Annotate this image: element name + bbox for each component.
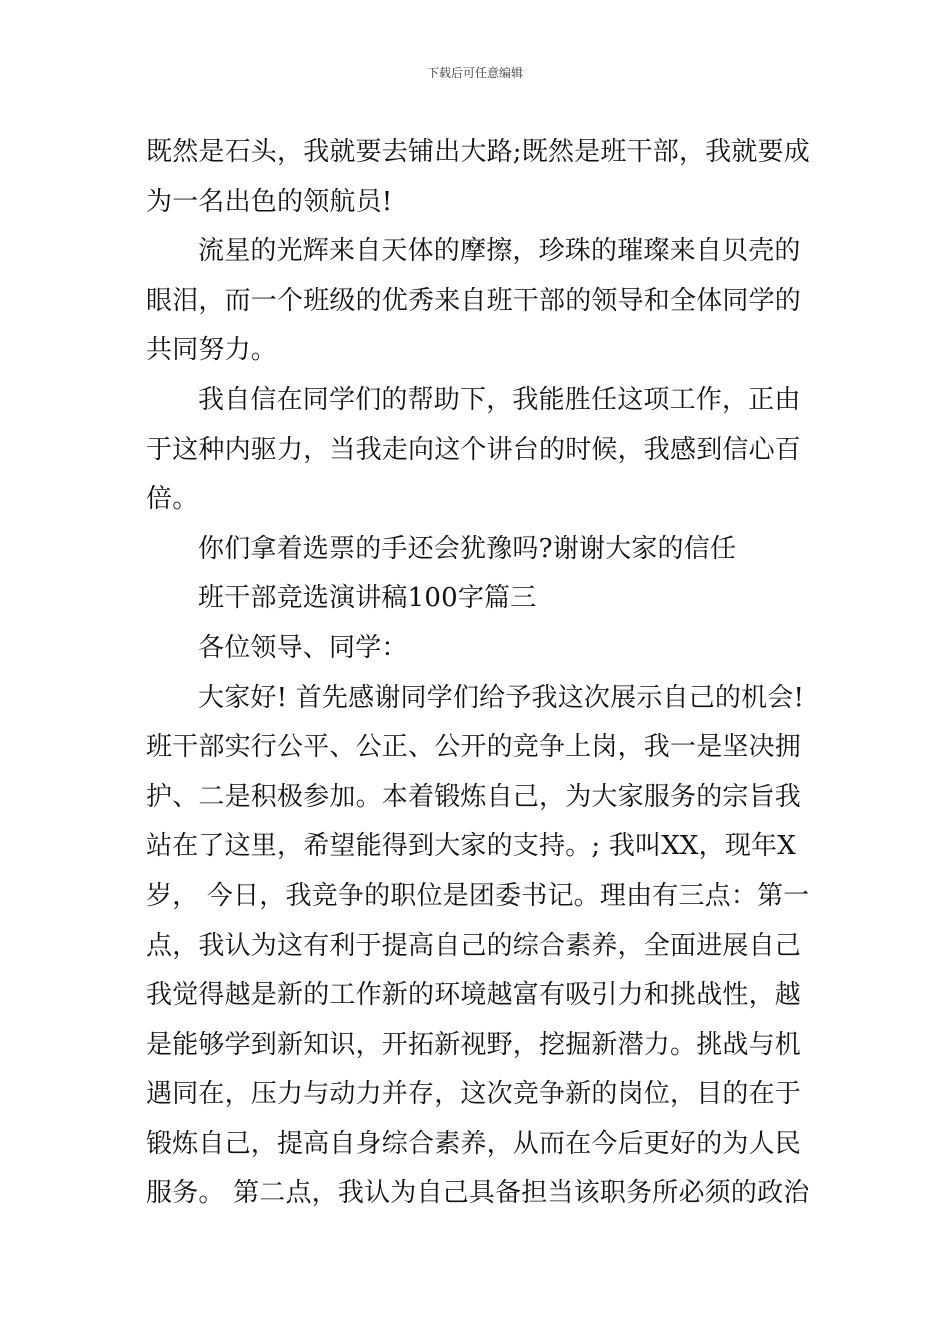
text-line: 遇同在，压力与动力并存，这次竞争新的岗位，目的在于 — [146, 1079, 802, 1110]
text-line: 是能够学到新知识，开拓新视野，挖掘新潜力。挑战与机 — [146, 1029, 802, 1060]
text-line: 岁， 今日，我竞争的职位是团委书记。理由有三点：第一 — [146, 880, 810, 911]
text-line: 我自信在同学们的帮助下，我能胜任这项工作，正由 — [198, 384, 801, 415]
text-line: 大家好! 首先感谢同学们给予我这次展示自己的机会! — [198, 682, 805, 713]
text-line: 我觉得越是新的工作新的环境越富有吸引力和挑战性，越 — [146, 980, 802, 1011]
text-line: 倍。 — [146, 484, 199, 515]
text-line: 班干部实行公平、公正、公开的竞争上岗，我一是坚决拥 — [146, 732, 802, 763]
text-line: 流星的光辉来自天体的摩擦，珍珠的璀璨来自贝壳的 — [198, 236, 801, 267]
text-line: 共同努力。 — [146, 335, 278, 366]
text-line: 锻炼自己，提高自身综合素养，从而在今后更好的为人民 — [146, 1128, 802, 1159]
text-line: 你们拿着选票的手还会犹豫吗?谢谢大家的信任 — [198, 533, 737, 564]
text-line: 班干部竞选演讲稿100字篇三 — [198, 583, 537, 614]
text-line: 服务。 第二点，我认为自己具备担当该职务所必须的政治 — [146, 1178, 810, 1209]
text-line: 站在了这里，希望能得到大家的支持。; 我叫XX，现年X — [146, 831, 796, 862]
text-line: 护、二是积极参加。本着锻炼自己，为大家服务的宗旨我 — [146, 781, 802, 812]
text-line: 为一名出色的领航员! — [146, 186, 393, 217]
text-line: 既然是石头，我就要去铺出大路;既然是班干部，我就要成 — [146, 137, 810, 167]
text-line: 于这种内驱力，当我走向这个讲台的时候，我感到信心百 — [146, 434, 802, 465]
page-header: 下载后可任意编辑 — [426, 66, 523, 80]
text-line: 眼泪，而一个班级的优秀来自班干部的领导和全体同学的 — [146, 285, 802, 316]
text-line: 各位领导、同学： — [198, 632, 408, 663]
document-body — [146, 128, 811, 1219]
text-line: 点，我认为这有利于提高自己的综合素养，全面进展自己 — [146, 930, 802, 961]
